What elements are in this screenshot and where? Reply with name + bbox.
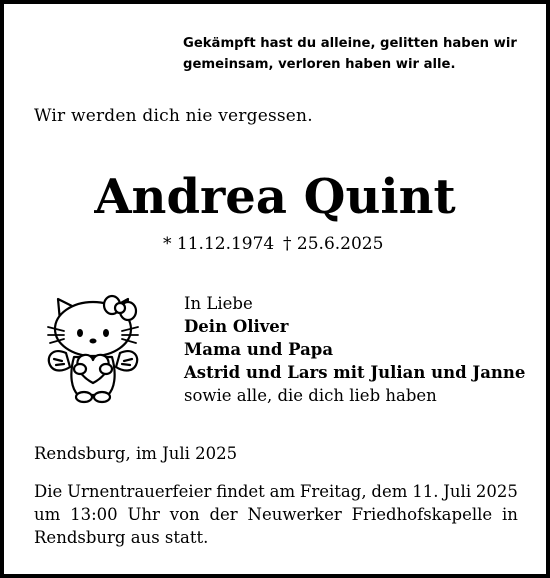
quote-block xyxy=(183,33,523,75)
ceremony-word: findet xyxy=(216,482,265,501)
mourner-line: Dein Oliver xyxy=(184,317,289,336)
death-date: † 25.6.2025 xyxy=(283,234,384,254)
ceremony-word: dem xyxy=(371,482,408,501)
ceremony-word: um xyxy=(34,505,61,524)
intro-text: Wir werden dich nie vergessen. xyxy=(34,106,313,126)
mourners-intro: In Liebe xyxy=(184,294,253,313)
ceremony-line xyxy=(34,480,518,503)
ceremony-word: Neuwerker xyxy=(247,505,342,524)
ceremony-word: in xyxy=(502,505,518,524)
ceremony-word: der xyxy=(209,505,238,524)
ceremony-word: Die xyxy=(34,482,63,501)
mourner-line: Mama und Papa xyxy=(184,340,334,359)
ceremony-word: Freitag, xyxy=(299,482,367,501)
ceremony-line: Rendsburg aus statt. xyxy=(34,528,209,547)
ceremony-word: 2025 xyxy=(475,482,518,501)
quote-line: Gekämpft hast du alleine, gelitten haben wir xyxy=(183,36,517,51)
mourner-line: Astrid und Lars mit Julian und Janne xyxy=(184,363,526,382)
quote-line: gemeinsam, verloren haben wir alle. xyxy=(183,57,456,72)
ceremony-word: 13:00 xyxy=(70,505,118,524)
ceremony-word: 11. xyxy=(412,482,439,501)
ceremony-word: Juli xyxy=(443,482,472,501)
ceremony-word: Urnentrauerfeier xyxy=(67,482,212,501)
ceremony-line xyxy=(34,503,518,526)
deceased-name: Andrea Quint xyxy=(94,169,456,225)
ceremony-word: Friedhofskapelle xyxy=(351,505,493,524)
ceremony-word: am xyxy=(269,482,296,501)
place-date: Rendsburg, im Juli 2025 xyxy=(34,444,238,463)
ceremony-notice xyxy=(34,480,518,549)
ceremony-word: von xyxy=(169,505,200,524)
birth-date: * 11.12.1974 xyxy=(163,234,275,254)
ceremony-word: Uhr xyxy=(127,505,160,524)
mourners-closing: sowie alle, die dich lieb haben xyxy=(184,386,437,405)
mourners-list xyxy=(184,292,525,407)
hello-kitty-angel-icon xyxy=(44,291,142,407)
